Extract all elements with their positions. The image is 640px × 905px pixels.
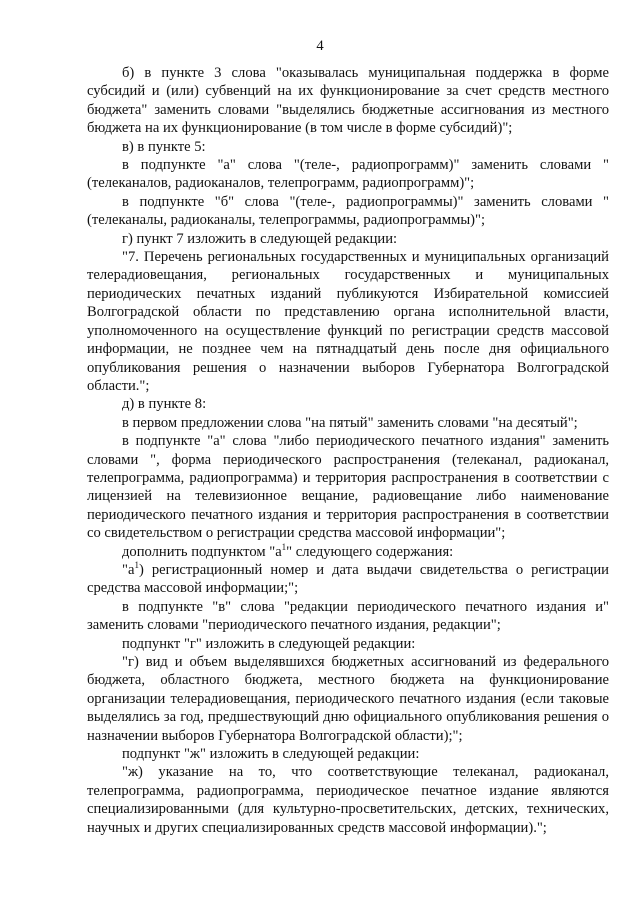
paragraph-subitem-g-text: "г) вид и объем выделявшихся бюджетных ассигнований из федерального бюджета, областного бюджета, местного бюджета на функционирование организации телерадиовещания, периодического печатного издания (если таковые выделялись за год, предшествующий дню официального опубликования решения о назначении выборов Губернатора Волгоградской области);"; xyxy=(87,654,609,744)
text-part: " следующего содержания: xyxy=(286,543,454,560)
paragraph-item-5-heading: в) в пункте 5: xyxy=(122,138,206,155)
paragraph-subitem-a1-text xyxy=(87,561,609,598)
paragraph-item-7-text: "7. Перечень региональных государственных и муниципальных организаций телерадиовещания, региональных государственных и муниципальных периодических печатных изданий публикуются Избирательной комиссией Волгоградской области по представлению органа исполнительной власти, уполномоченного на осуществление функций по регистрации средств массовой информации, не позднее чем на пятнадцатый день после дня официального опубликования решения о назначении выборов Губернатора Волгоградской области."; xyxy=(87,249,609,394)
paragraph-subitem-b: в подпункте "б" слова "(теле-, радиопрограммы)" заменить словами "(телеканалы, радиоканалы, телепрограммы, радиопрограммы)"; xyxy=(87,193,609,229)
paragraph-item-7-heading: г) пункт 7 изложить в следующей редакции: xyxy=(122,230,398,247)
paragraph-subitem-v: в подпункте "в" слова "редакции периодического печатного издания и" заменить словами "периодического печатного издания, редакции"; xyxy=(87,598,609,634)
paragraph-subitem-a-words: в подпункте "а" слова "либо периодического печатного издания" заменить словами ", форма периодического распространения (телеканал, радиоканал, телепрограмма, радиопрограмма) и территория распространения в соответствии с лицензией на телевизионное вещание, радиовещание либо наименование периодического печатного издания и территория распространения в соответствии со свидетельством о регистрации средства массовой информации"; xyxy=(87,433,609,542)
document-body xyxy=(87,64,609,837)
paragraph-amend-item-3: б) в пункте 3 слова "оказывалась муниципальная поддержка в форме субсидий и (или) субвенций на их функционирование за счет средств местного бюджета" заменить словами "выделялись бюджетные ассигнования из местного бюджета на их функционирование (в том числе в форме субсидий)"; xyxy=(87,65,609,137)
paragraph-subitem-zh-text: "ж) указание на то, что соответствующие телеканал, радиоканал, телепрограмма, радиопрограмма, периодическое печатное издание являются специализированными (для культурно-просветительских, детских, технических, научных и других специализированных средств массовой информации)."; xyxy=(87,764,609,836)
text-part: ) регистрационный номер и дата выдачи свидетельства о регистрации средства массовой информации;"; xyxy=(87,561,609,597)
paragraph-add-subitem-a1 xyxy=(87,543,609,561)
paragraph-subitem-g-heading: подпункт "г" изложить в следующей редакции: xyxy=(122,635,416,652)
superscript: 1 xyxy=(281,541,287,552)
text-part: "а xyxy=(122,561,135,578)
paragraph-subitem-zh-heading: подпункт "ж" изложить в следующей редакции: xyxy=(122,746,420,763)
page-number: 4 xyxy=(316,38,324,54)
text-part: дополнить подпунктом "а xyxy=(122,543,282,560)
superscript: 1 xyxy=(134,560,139,571)
paragraph-subitem-a: в подпункте "а" слова "(теле-, радиопрограмм)" заменить словами "(телеканалов, радиоканалов, телепрограмм, радиопрограмм)"; xyxy=(87,157,609,192)
paragraph-item-8-heading: д) в пункте 8: xyxy=(122,396,207,413)
paragraph-first-sentence: в первом предложении слова "на пятый" заменить словами "на десятый"; xyxy=(122,414,578,431)
